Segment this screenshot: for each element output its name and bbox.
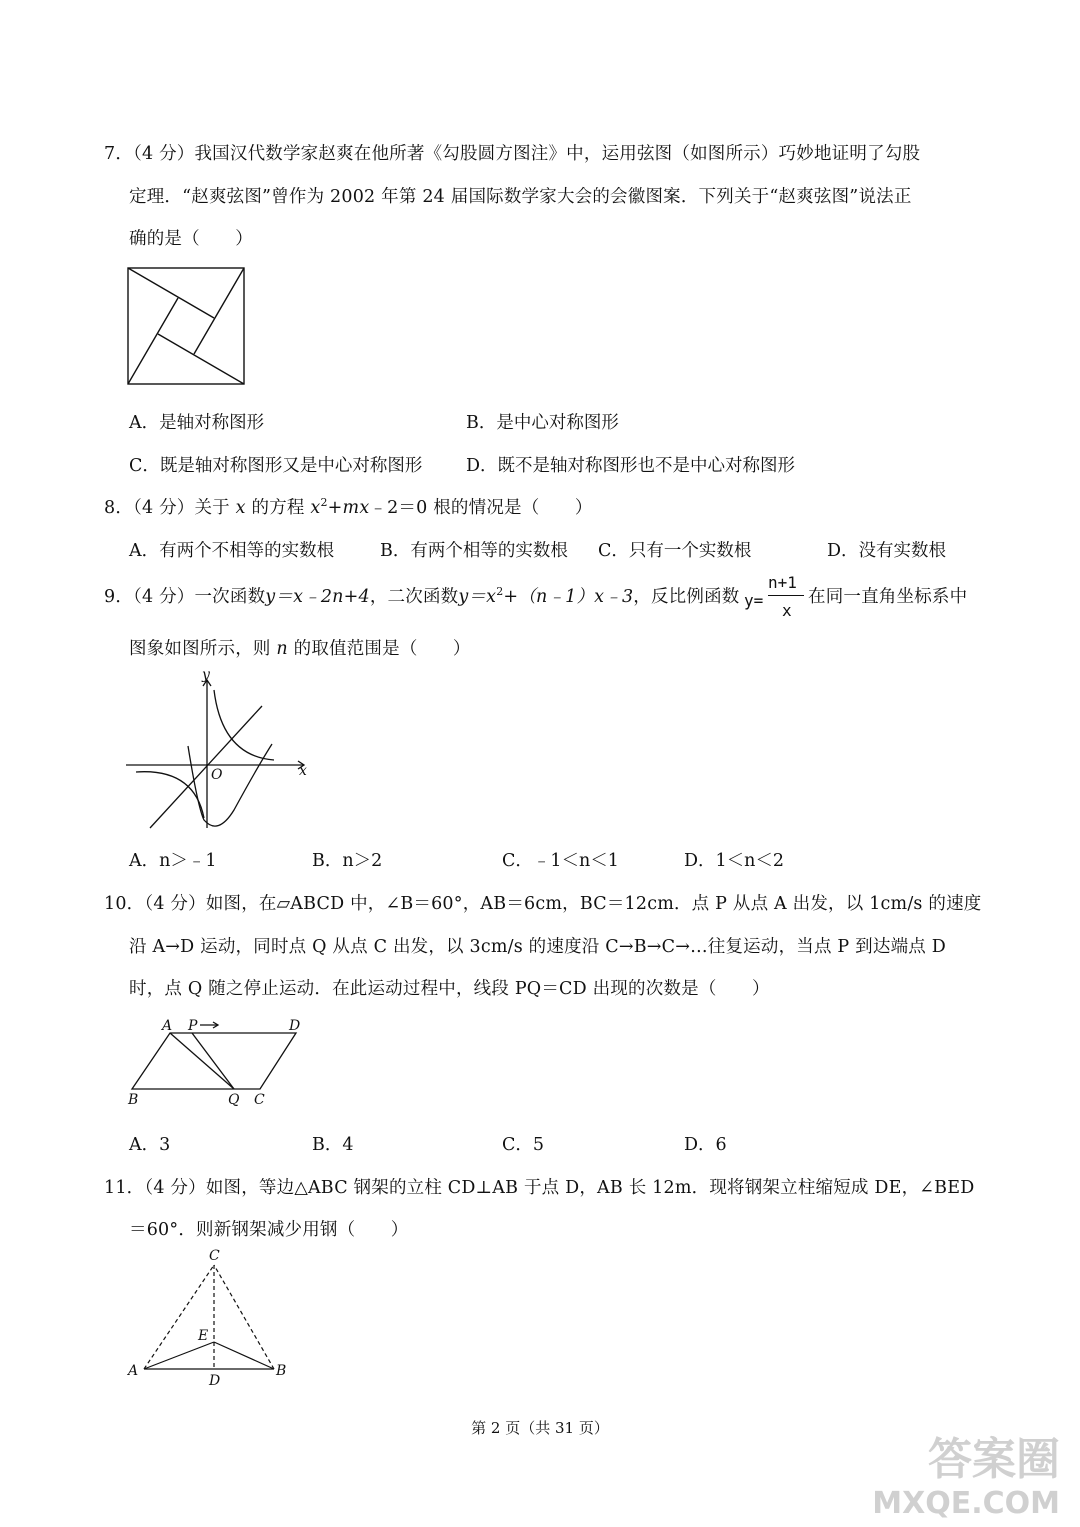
q11-line2: ＝60°．则新钢架减少用钢（ ） <box>129 1220 409 1240</box>
q9-b: ，二次函数 <box>369 587 459 607</box>
q9-option-d: D．1＜n＜2 <box>684 851 785 871</box>
q7-line1: 7．（4 分）我国汉代数学家赵爽在他所著《勾股圆方图注》中，运用弦图（如图所示）巧妙地证明了勾股 <box>104 144 921 164</box>
q11-line1: 11．（4 分）如图，等边△ABC 钢架的立柱 CD⊥AB 于点 D，AB 长 12m．现将钢架立柱缩短成 DE，∠BED <box>104 1178 975 1198</box>
q11-label-d: D <box>209 1373 221 1389</box>
q9-stem-line2 <box>129 635 471 660</box>
q7-option-d: D．既不是轴对称图形也不是中心对称图形 <box>466 456 796 476</box>
q8-option-a: A．有两个不相等的实数根 <box>129 541 335 561</box>
q9-option-a: A．n＞﹣1 <box>129 851 217 871</box>
q10-label-c: C <box>254 1092 265 1108</box>
q8-eq-sup: 2 <box>320 496 328 510</box>
q9-stem-line1 <box>104 583 739 608</box>
q10-label-a: A <box>162 1018 173 1034</box>
q10-option-a: A．3 <box>129 1135 171 1155</box>
q10-line3: 时，点 Q 随之停止运动．在此运动过程中，线段 PQ＝CD 出现的次数是（ ） <box>129 979 770 999</box>
q11-label-c: C <box>209 1248 220 1264</box>
q10-parallelogram-figure <box>124 1014 314 1110</box>
q9-d: 在同一直角坐标系中 <box>808 587 968 607</box>
q9-graph-figure <box>122 668 322 834</box>
watermark-url: MXQE.COM <box>872 1486 1060 1521</box>
q11-label-b: B <box>276 1363 287 1379</box>
page-footer: 第 2 页（共 31 页） <box>471 1419 609 1437</box>
watermark-logo: 答案圈 <box>928 1434 1060 1485</box>
q10-line1: 10．（4 分）如图，在▱ABCD 中，∠B＝60°，AB＝6cm，BC＝12cm．点 P 从点 A 出发，以 1cm/s 的速度 <box>104 894 982 914</box>
q8-eq-x: x <box>310 498 321 518</box>
q9-frac-bar <box>768 595 804 596</box>
q8-prefix: 8．（4 分）关于 <box>104 498 230 518</box>
q9-axis-y: y <box>202 668 210 683</box>
q9-f2a: y＝x <box>458 587 497 607</box>
q9-axis-x: x <box>299 763 307 779</box>
q8-mid: 的方程 <box>251 498 305 518</box>
q11-label-a: A <box>128 1363 139 1379</box>
q9-line2n: n <box>276 639 288 659</box>
q9-f1: y＝x﹣2n+4 <box>265 587 370 607</box>
q10-label-b: B <box>128 1092 139 1108</box>
q9-frac-num: n+1 <box>768 573 797 592</box>
q9-f2sup: 2 <box>496 585 504 599</box>
q9-a: 9．（4 分）一次函数 <box>104 587 266 607</box>
q7-option-a: A．是轴对称图形 <box>129 413 265 433</box>
q8-var-x: x <box>235 498 246 518</box>
zhao-shuang-figure <box>126 266 248 388</box>
q9-option-c: C．﹣1＜n＜1 <box>502 851 619 871</box>
q10-option-b: B．4 <box>312 1135 354 1155</box>
q7-option-b: B．是中心对称图形 <box>466 413 619 433</box>
q8-eq-mx: +mx <box>327 498 370 518</box>
q7-line2: 定理．“赵爽弦图”曾作为 2002 年第 24 届国际数学家大会的会徽图案．下列关于“赵爽弦图”说法正 <box>129 187 912 207</box>
q8-option-b: B．有两个相等的实数根 <box>380 541 568 561</box>
q9-option-b: B．n＞2 <box>312 851 383 871</box>
q9-frac-y: y= <box>744 591 764 610</box>
q9-frac-den: x <box>782 601 792 620</box>
q7-option-c: C．既是轴对称图形又是中心对称图形 <box>129 456 423 476</box>
q10-option-c: C．5 <box>502 1135 545 1155</box>
q7-line3: 确的是（ ） <box>129 229 253 249</box>
q11-label-e: E <box>198 1328 209 1344</box>
q9-line2b: 的取值范围是（ ） <box>293 639 471 659</box>
q8-eq-rest: ﹣2＝0 根的情况是（ ） <box>369 498 593 518</box>
q8-option-c: C．只有一个实数根 <box>598 541 752 561</box>
q11-triangle-figure <box>124 1245 304 1390</box>
q8-option-d: D．没有实数根 <box>827 541 947 561</box>
q10-option-d: D．6 <box>684 1135 727 1155</box>
q10-label-d: D <box>289 1018 301 1034</box>
q9-f2b: +（n﹣1）x﹣3 <box>503 587 634 607</box>
q8-stem <box>104 494 593 519</box>
q10-line2: 沿 A→D 运动，同时点 Q 从点 C 出发，以 3cm/s 的速度沿 C→B→C→…往复运动，当点 P 到达端点 D <box>129 937 946 957</box>
q10-label-p: P <box>188 1018 198 1034</box>
q9-origin: O <box>211 767 223 783</box>
q10-label-q: Q <box>228 1092 240 1108</box>
q9-line2a: 图象如图所示，则 <box>129 639 271 659</box>
q9-c: ，反比例函数 <box>633 587 740 607</box>
